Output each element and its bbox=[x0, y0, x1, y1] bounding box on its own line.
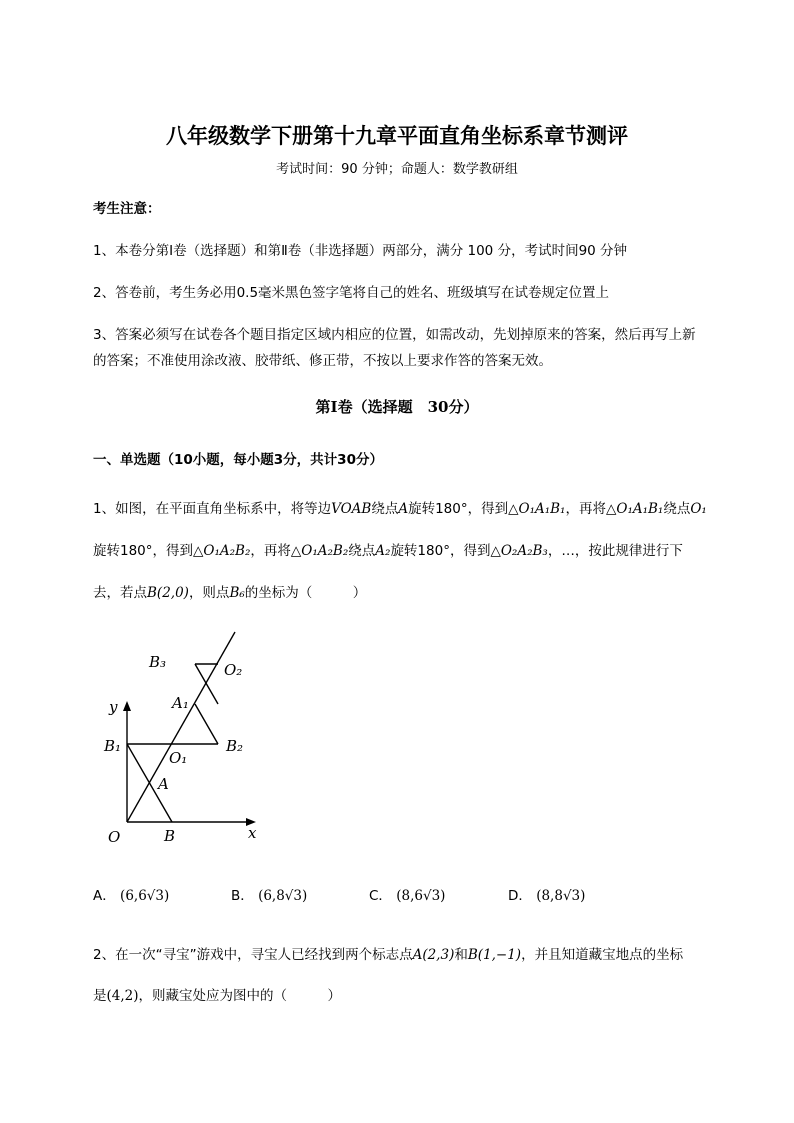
notice-item-2: 2、答卷前，考生务必用0.5毫米黑色签字笔将自己的姓名、班级填写在试卷规定位置上 bbox=[93, 285, 610, 301]
label-a: A bbox=[158, 775, 169, 793]
math-expr: A(2,3) bbox=[412, 947, 455, 963]
math-expr: B(2,0) bbox=[147, 585, 189, 601]
q1-line-1 bbox=[93, 494, 713, 524]
q2-text: ，则藏宝处应为图中的（ ） bbox=[138, 988, 342, 1004]
option-letter: A． bbox=[93, 888, 116, 904]
math-expr: O₁A₁B₁ bbox=[616, 501, 664, 517]
option-letter: B． bbox=[231, 888, 254, 904]
q1-text: 去，若点 bbox=[93, 585, 147, 601]
q1-text: 旋转180°，得到△ bbox=[408, 501, 519, 517]
option-letter: C． bbox=[369, 888, 392, 904]
math-expr: O₁A₂B₂ bbox=[301, 543, 349, 559]
q1-text: 旋转180°，得到△ bbox=[93, 543, 204, 559]
math-expr: A₂ bbox=[375, 543, 391, 559]
q1-line-3 bbox=[93, 578, 713, 608]
math-expr: B₆ bbox=[229, 585, 245, 601]
label-b2: B₂ bbox=[226, 737, 244, 755]
section-title: 第Ⅰ卷（选择题 30分） bbox=[315, 398, 479, 416]
q1-figure bbox=[90, 625, 290, 860]
q1-text: 绕点 bbox=[348, 543, 376, 559]
q1-line-2 bbox=[93, 536, 713, 566]
math-expr: O₁A₂B₂ bbox=[203, 543, 251, 559]
label-b1: B₁ bbox=[104, 737, 122, 755]
math-expr: VOAB bbox=[331, 501, 372, 517]
q1-text: 旋转180°，得到△ bbox=[390, 543, 501, 559]
option-c[interactable] bbox=[369, 882, 445, 910]
option-value: (6,6√3) bbox=[120, 888, 170, 904]
option-letter: D． bbox=[508, 888, 532, 904]
segment-b3-a1 bbox=[195, 664, 218, 704]
notice-item-3-cont: 的答案；不准使用涂改液、胶带纸、修正带，不按以上要求作答的答案无效。 bbox=[93, 353, 552, 369]
label-o1: O₁ bbox=[169, 749, 188, 767]
option-b[interactable] bbox=[231, 882, 307, 910]
label-x: x bbox=[248, 824, 257, 842]
q1-text: 绕点 bbox=[663, 501, 691, 517]
q1-text: 1、如图，在平面直角坐标系中，将等边 bbox=[93, 501, 332, 517]
notice-item-3: 3、答案必须写在试卷各个题目指定区域内相应的位置，如需改动，先划掉原来的答案，然后再写上新 bbox=[93, 327, 696, 343]
math-expr: B(1,−1) bbox=[467, 947, 522, 963]
y-axis-arrow-icon bbox=[123, 701, 131, 711]
q1-text: ，再将△ bbox=[565, 501, 617, 517]
part-title: 一、单选题（10小题，每小题3分，共计30分） bbox=[93, 452, 383, 468]
page-title: 八年级数学下册第十九章平面直角坐标系章节测评 bbox=[166, 123, 628, 148]
q1-text: ，…，按此规律进行下 bbox=[547, 543, 683, 559]
notice-item-1: 1、本卷分第Ⅰ卷（选择题）和第Ⅱ卷（非选择题）两部分，满分 100 分，考试时间90 分钟 bbox=[93, 243, 628, 259]
q1-text: 绕点 bbox=[371, 501, 399, 517]
segment-a1-b2 bbox=[195, 704, 218, 744]
q2-line-1 bbox=[93, 940, 713, 970]
q2-text: 是 bbox=[93, 988, 107, 1004]
q2-text: 2、在一次“寻宝”游戏中，寻宝人已经找到两个标志点 bbox=[93, 947, 413, 963]
line-o-b1 bbox=[127, 632, 235, 822]
option-d[interactable] bbox=[508, 882, 585, 910]
notice-heading: 考生注意： bbox=[93, 201, 161, 217]
math-expr: O₂A₂B₃ bbox=[500, 543, 548, 559]
exam-info: 考试时间：90 分钟；命题人：数学教研组 bbox=[276, 162, 518, 177]
option-value: (6,8√3) bbox=[258, 888, 308, 904]
label-b3: B₃ bbox=[149, 653, 167, 671]
label-b: B bbox=[164, 827, 176, 845]
option-value: (8,6√3) bbox=[396, 888, 446, 904]
option-value: (8,8√3) bbox=[536, 888, 586, 904]
option-a[interactable] bbox=[93, 882, 169, 910]
math-expr: O₁ bbox=[690, 501, 707, 517]
label-y: y bbox=[109, 698, 118, 716]
label-o2: O₂ bbox=[224, 661, 243, 679]
q1-text: ，再将△ bbox=[250, 543, 302, 559]
math-expr: (4,2) bbox=[106, 988, 139, 1004]
label-a1: A₁ bbox=[172, 694, 189, 712]
math-expr: O₁A₁B₁ bbox=[518, 501, 566, 517]
label-o: O bbox=[108, 828, 121, 846]
q2-line-2 bbox=[93, 981, 713, 1011]
q1-text: ，则点 bbox=[188, 585, 230, 601]
q2-text: ，并且知道藏宝地点的坐标 bbox=[521, 947, 684, 963]
q1-text: 的坐标为（ ） bbox=[244, 585, 367, 601]
math-expr: A bbox=[398, 501, 409, 517]
q2-text: 和 bbox=[454, 947, 468, 963]
